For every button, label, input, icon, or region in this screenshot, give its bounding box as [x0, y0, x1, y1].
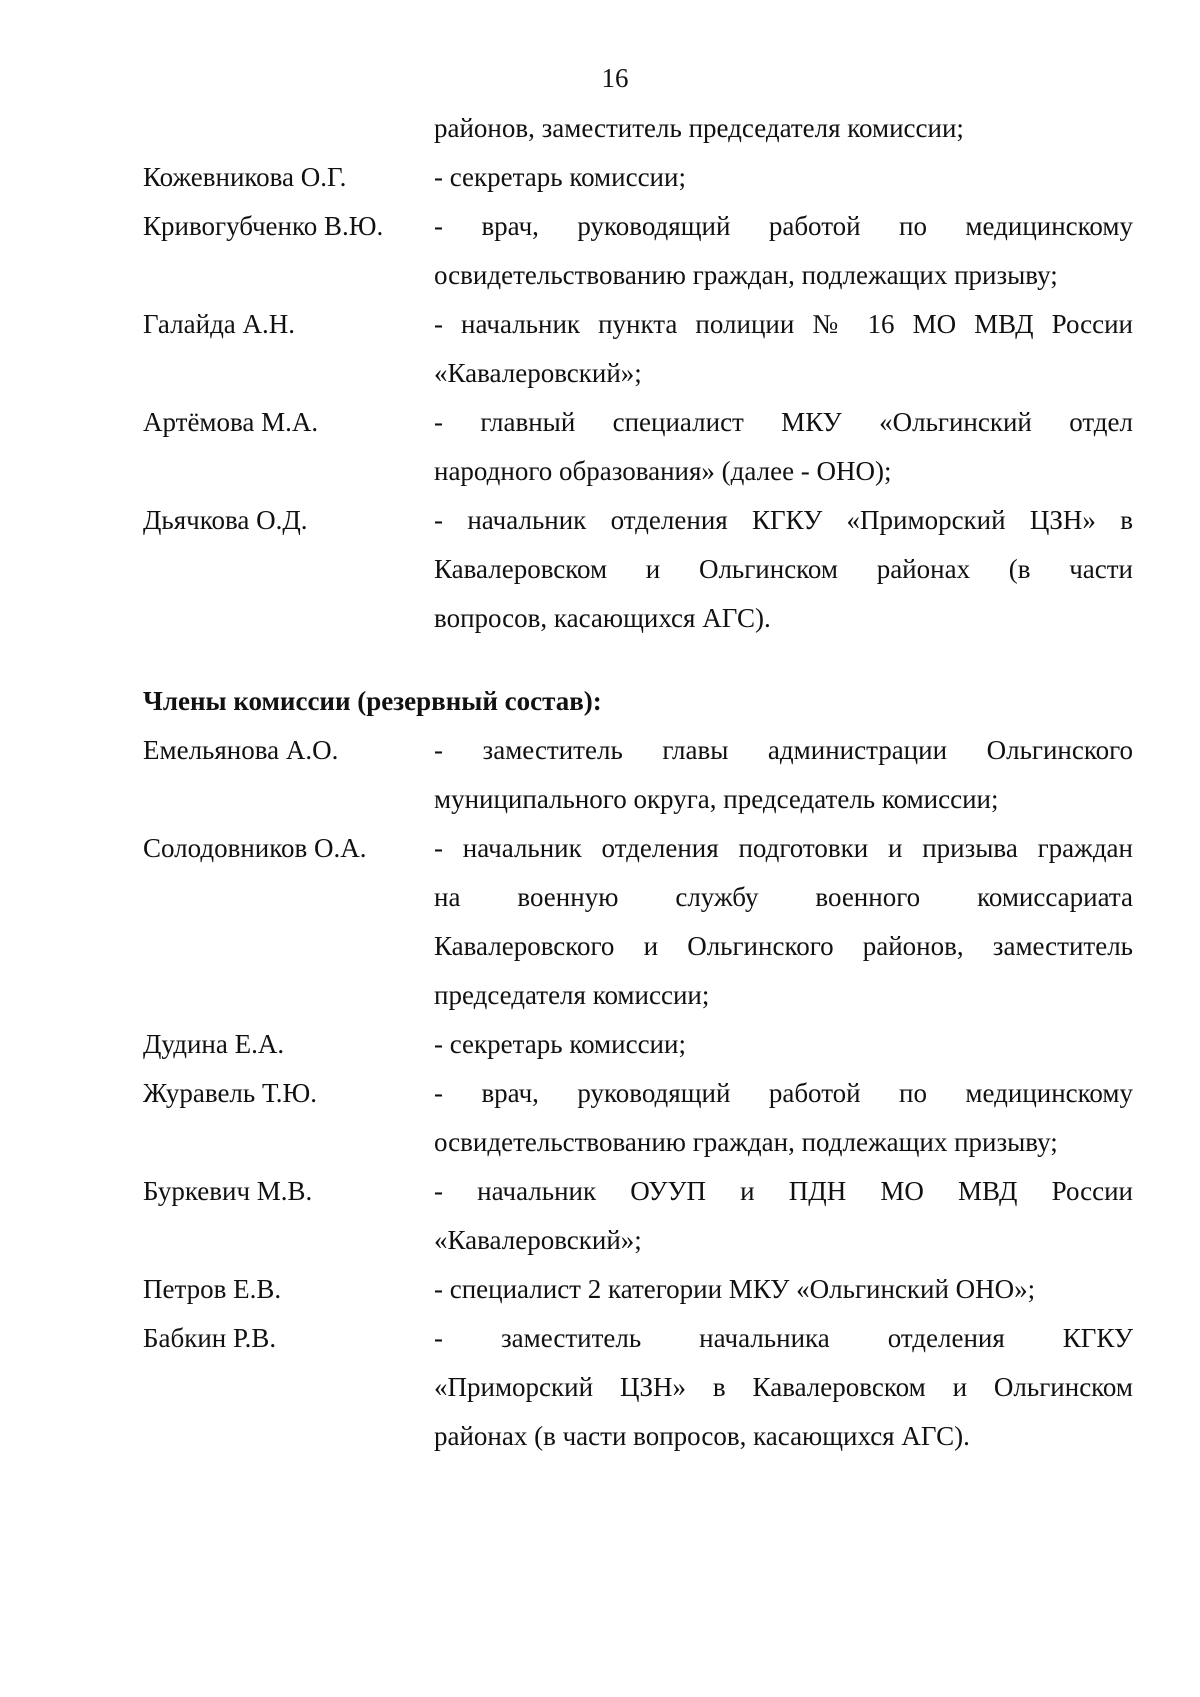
- reserve-member-entry: [143, 1167, 1143, 1265]
- member-name: Дьячкова О.Д.: [143, 505, 308, 535]
- role-line: - специалист 2 категории МКУ «Ольгинский ОНО»;: [434, 1274, 1036, 1304]
- member-name: Бабкин Р.В.: [143, 1323, 277, 1353]
- reserve-heading: Члены комиссии (резервный состав):: [143, 686, 602, 716]
- role-line: - заместитель главы администрации Ольгинского: [434, 735, 1133, 765]
- role-line: - заместитель начальника отделения КГКУ: [434, 1323, 1133, 1353]
- reserve-member-entry: [143, 726, 1143, 824]
- reserve-member-entry: [143, 824, 1143, 1020]
- member-role: [434, 300, 1133, 398]
- member-name: Буркевич М.В.: [143, 1176, 313, 1206]
- role-line: - начальник отделения подготовки и призыва граждан: [434, 833, 1133, 863]
- role-line: Кавалеровском и Ольгинском районах (в части: [434, 554, 1133, 584]
- continuation-text: районов, заместитель председателя комиссии;: [434, 113, 964, 143]
- member-name: Солодовников О.А.: [143, 833, 367, 863]
- reserve-member-entry: [143, 1020, 1143, 1069]
- member-name: Журавель Т.Ю.: [143, 1078, 318, 1108]
- member-role: [434, 153, 1133, 202]
- role-line: - начальник отделения КГКУ «Приморский ЦЗН» в: [434, 505, 1133, 535]
- main-member-entry: [143, 398, 1143, 496]
- member-name: Петров Е.В.: [143, 1274, 282, 1304]
- member-role: [434, 496, 1133, 643]
- role-line: - секретарь комиссии;: [434, 162, 686, 192]
- main-members-list: [143, 153, 1143, 643]
- role-line: - начальник ОУУП и ПДН МО МВД России: [434, 1176, 1133, 1206]
- role-line: районах (в части вопросов, касающихся АГС).: [434, 1421, 970, 1451]
- member-role: [434, 202, 1133, 300]
- member-name: Кожевникова О.Г.: [143, 162, 347, 192]
- main-member-entry: [143, 496, 1143, 643]
- role-line: - начальник пункта полиции № 16 МО МВД России: [434, 309, 1133, 339]
- member-name: Галайда А.Н.: [143, 309, 296, 339]
- role-line: «Приморский ЦЗН» в Кавалеровском и Ольгинском: [434, 1372, 1133, 1402]
- member-role: [434, 1020, 1133, 1069]
- member-name: Емельянова А.О.: [143, 735, 339, 765]
- reserve-members-list: [143, 726, 1143, 1461]
- role-line: «Кавалеровский»;: [434, 1225, 642, 1255]
- role-line: вопросов, касающихся АГС).: [434, 603, 771, 633]
- role-line: муниципального округа, председатель комиссии;: [434, 784, 999, 814]
- main-member-entry: [143, 153, 1143, 202]
- reserve-member-entry: [143, 1069, 1143, 1167]
- member-name: Артёмова М.А.: [143, 407, 319, 437]
- reserve-member-entry: [143, 1314, 1143, 1461]
- member-role: [434, 398, 1133, 496]
- member-role: [434, 1167, 1133, 1265]
- role-line: освидетельствованию граждан, подлежащих призыву;: [434, 1127, 1058, 1157]
- member-role: [434, 824, 1133, 1020]
- role-line: Кавалеровского и Ольгинского районов, заместитель: [434, 931, 1133, 961]
- member-role: [434, 1265, 1133, 1314]
- member-role: [434, 1069, 1133, 1167]
- member-name: Дудина Е.А.: [143, 1029, 285, 1059]
- member-name: Кривогубченко В.Ю.: [143, 211, 384, 241]
- member-role: [434, 726, 1133, 824]
- reserve-member-entry: [143, 1265, 1143, 1314]
- role-line: «Кавалеровский»;: [434, 358, 642, 388]
- role-line: - главный специалист МКУ «Ольгинский отдел: [434, 407, 1133, 437]
- role-line: председателя комиссии;: [434, 980, 710, 1010]
- role-line: - врач, руководящий работой по медицинскому: [434, 1078, 1133, 1108]
- role-line: - секретарь комиссии;: [434, 1029, 686, 1059]
- role-line: народного образования» (далее - ОНО);: [434, 456, 892, 486]
- document-body: [143, 104, 1143, 1461]
- member-role: [434, 1314, 1133, 1461]
- main-member-entry: [143, 300, 1143, 398]
- main-member-entry: [143, 202, 1143, 300]
- role-line: - врач, руководящий работой по медицинскому: [434, 211, 1133, 241]
- role-line: освидетельствованию граждан, подлежащих призыву;: [434, 260, 1058, 290]
- role-line: на военную службу военного комиссариата: [434, 882, 1133, 912]
- page-number: 16: [601, 63, 629, 93]
